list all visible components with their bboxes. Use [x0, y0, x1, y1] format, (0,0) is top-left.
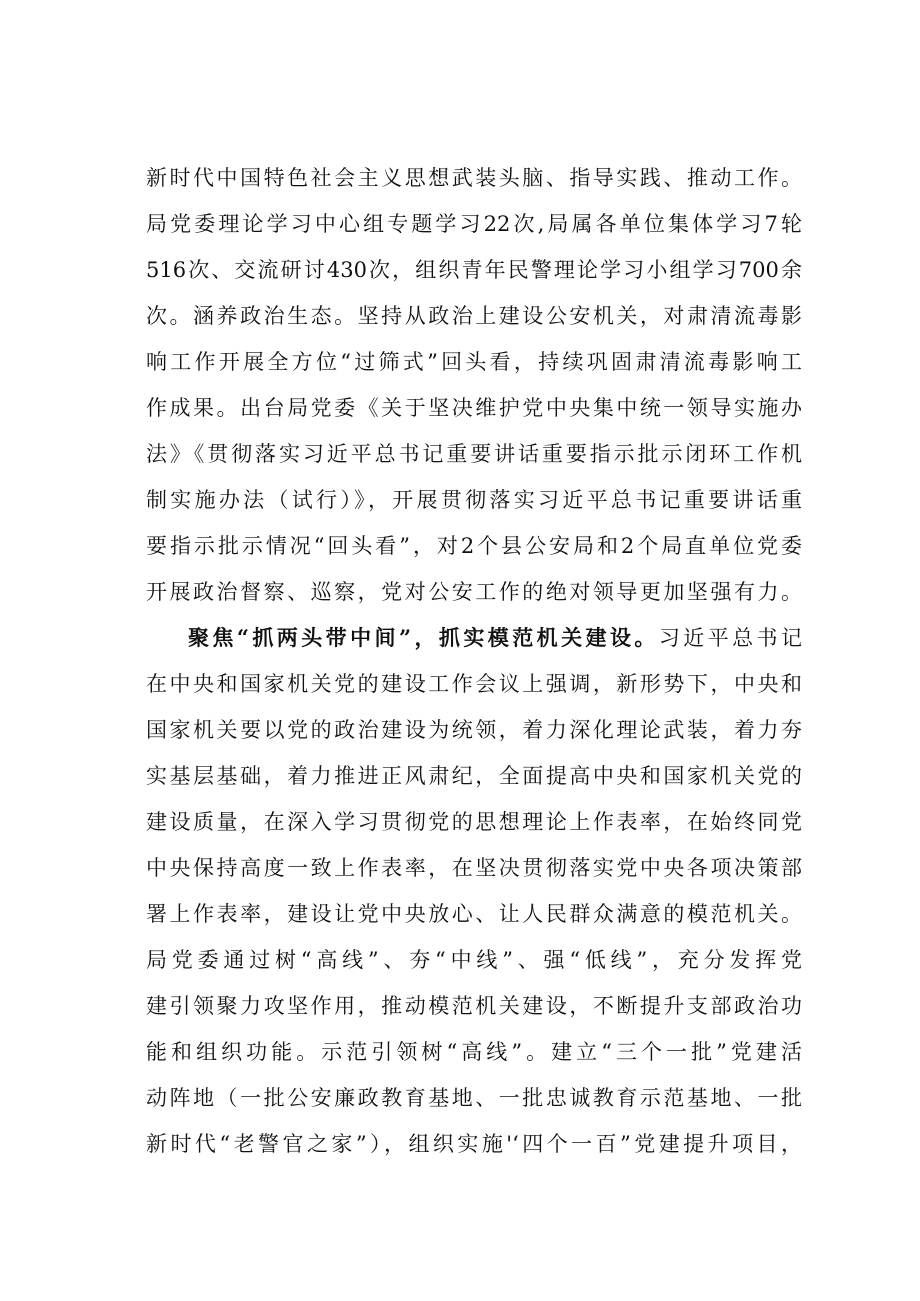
text-line: 在中央和国家机关党的建设工作会议上强调，新形势下，中央和	[146, 672, 802, 696]
text-line: 要指示批示情况“回头看”，对2个县公安局和2个局直单位党委	[146, 534, 802, 558]
text-line: 署上作表率，建设让党中央放心、让人民群众满意的模范机关。	[146, 902, 802, 926]
text-line: 能和组织功能。示范引领树“高线”。建立“三个一批”党建活	[146, 1040, 802, 1064]
text-line: 动阵地（一批公安廉政教育基地、一批忠诚教育示范基地、一批	[146, 1086, 802, 1110]
text-line: 响工作开展全方位“过筛式”回头看，持续巩固肃清流毒影响工	[146, 350, 802, 374]
text-line: 局党委理论学习中心组专题学习22次,局属各单位集体学习7轮	[146, 212, 802, 236]
heading-continuation: 习近平总书记	[658, 626, 802, 650]
paragraph-first-line	[146, 615, 802, 661]
text-line: 516次、交流研讨430次，组织青年民警理论学习小组学习700余	[146, 258, 802, 282]
text-line: 局党委通过树“高线”、夯“中线”、强“低线”，充分发挥党	[146, 948, 802, 972]
text-line: 建引领聚力攻坚作用，推动模范机关建设，不断提升支部政治功	[146, 994, 802, 1018]
text-line: 建设质量，在深入学习贯彻党的思想理论上作表率，在始终同党	[146, 810, 802, 834]
paragraph-2	[146, 615, 802, 1167]
paragraph-1	[146, 155, 802, 615]
paragraph-heading: 聚焦“抓两头带中间”，抓实模范机关建设。	[188, 625, 659, 650]
body-text	[146, 155, 802, 1167]
text-line: 开展政治督察、巡察，党对公安工作的绝对领导更加坚强有力。	[146, 580, 802, 604]
text-line: 中央保持高度一致上作表率，在坚决贯彻落实党中央各项决策部	[146, 856, 802, 880]
text-line: 作成果。出台局党委《关于坚决维护党中央集中统一领导实施办	[146, 396, 802, 420]
text-line: 实基层基础，着力推进正风肃纪，全面提高中央和国家机关党的	[146, 764, 802, 788]
text-line: 新时代中国特色社会主义思想武装头脑、指导实践、推动工作。	[146, 166, 802, 190]
text-line: 新时代“老警官之家”），组织实施'‘四个一百”党建提升项目，	[146, 1132, 802, 1156]
text-line: 国家机关要以党的政治建设为统领，着力深化理论武装，着力夯	[146, 718, 802, 742]
text-line: 法》《贯彻落实习近平总书记重要讲话重要指示批示闭环工作机	[146, 442, 802, 466]
text-line: 制实施办法（试行）》，开展贯彻落实习近平总书记重要讲话重	[146, 488, 802, 512]
text-line: 次。涵养政治生态。坚持从政治上建设公安机关，对肃清流毒影	[146, 304, 802, 328]
